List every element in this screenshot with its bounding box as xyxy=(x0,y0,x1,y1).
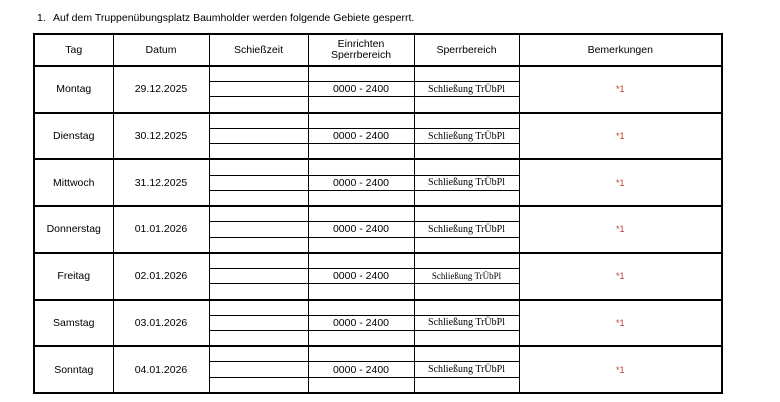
cell-datum: 03.01.2026 xyxy=(113,300,209,347)
cell-sperrbereich: Schließung TrÜbPl xyxy=(414,346,519,393)
cell-sperrbereich: Schließung TrÜbPl xyxy=(414,159,519,206)
cell-bemerkung xyxy=(519,346,722,393)
cell-bemerkung xyxy=(519,253,722,300)
cell-sperrbereich: Schließung TrÜbPl xyxy=(414,206,519,253)
cell-sperrbereich: Schließung TrÜbPl xyxy=(414,113,519,160)
remark-marker: *1 xyxy=(615,177,625,188)
cell-schiesszeit xyxy=(209,300,308,347)
table-row xyxy=(34,300,722,347)
table-row xyxy=(34,113,722,160)
cell-einrichten: 0000 - 2400 xyxy=(308,206,414,253)
cell-schiesszeit xyxy=(209,206,308,253)
remark-marker: *1 xyxy=(615,131,625,142)
header-bemerkungen: Bemerkungen xyxy=(519,34,722,66)
cell-einrichten: 0000 - 2400 xyxy=(308,346,414,393)
cell-sperrbereich: Schließung TrÜbPl xyxy=(414,66,519,113)
header-datum: Datum xyxy=(113,34,209,66)
cell-datum: 01.01.2026 xyxy=(113,206,209,253)
cell-bemerkung xyxy=(519,159,722,206)
cell-datum: 31.12.2025 xyxy=(113,159,209,206)
cell-bemerkung xyxy=(519,66,722,113)
closure-table xyxy=(33,33,723,394)
remark-marker: *1 xyxy=(615,224,625,235)
remark-marker: *1 xyxy=(615,364,625,375)
cell-schiesszeit xyxy=(209,159,308,206)
cell-schiesszeit xyxy=(209,253,308,300)
remark-marker: *1 xyxy=(615,84,625,95)
cell-einrichten: 0000 - 2400 xyxy=(308,253,414,300)
cell-datum: 29.12.2025 xyxy=(113,66,209,113)
cell-einrichten: 0000 - 2400 xyxy=(308,300,414,347)
cell-datum: 02.01.2026 xyxy=(113,253,209,300)
cell-schiesszeit xyxy=(209,66,308,113)
cell-tag: Donnerstag xyxy=(34,206,113,253)
remark-marker: *1 xyxy=(615,317,625,328)
cell-tag: Sonntag xyxy=(34,346,113,393)
cell-datum: 04.01.2026 xyxy=(113,346,209,393)
cell-datum: 30.12.2025 xyxy=(113,113,209,160)
cell-bemerkung xyxy=(519,113,722,160)
cell-bemerkung xyxy=(519,300,722,347)
table-row xyxy=(34,206,722,253)
cell-bemerkung xyxy=(519,206,722,253)
header-tag: Tag xyxy=(34,34,113,66)
section-heading xyxy=(37,12,414,24)
cell-einrichten: 0000 - 2400 xyxy=(308,66,414,113)
table-header-row xyxy=(34,34,722,66)
cell-sperrbereich: Schließung TrÜbPl xyxy=(414,300,519,347)
header-einrichten: Einrichten Sperrbereich xyxy=(308,34,414,66)
header-sperrbereich: Sperrbereich xyxy=(414,34,519,66)
section-number: 1. xyxy=(37,12,46,24)
cell-tag: Montag xyxy=(34,66,113,113)
cell-einrichten: 0000 - 2400 xyxy=(308,159,414,206)
cell-einrichten: 0000 - 2400 xyxy=(308,113,414,160)
cell-tag: Freitag xyxy=(34,253,113,300)
cell-tag: Samstag xyxy=(34,300,113,347)
header-schiesszeit: Schießzeit xyxy=(209,34,308,66)
cell-schiesszeit xyxy=(209,346,308,393)
table-row xyxy=(34,159,722,206)
remark-marker: *1 xyxy=(615,271,625,282)
table-row xyxy=(34,346,722,393)
cell-sperrbereich: Schließung TrÜbPl xyxy=(414,253,519,300)
table-row xyxy=(34,66,722,113)
cell-tag: Dienstag xyxy=(34,113,113,160)
cell-schiesszeit xyxy=(209,113,308,160)
cell-tag: Mittwoch xyxy=(34,159,113,206)
section-heading-text: Auf dem Truppenübungsplatz Baumholder werden folgende Gebiete gesperrt. xyxy=(53,12,415,24)
table-row xyxy=(34,253,722,300)
